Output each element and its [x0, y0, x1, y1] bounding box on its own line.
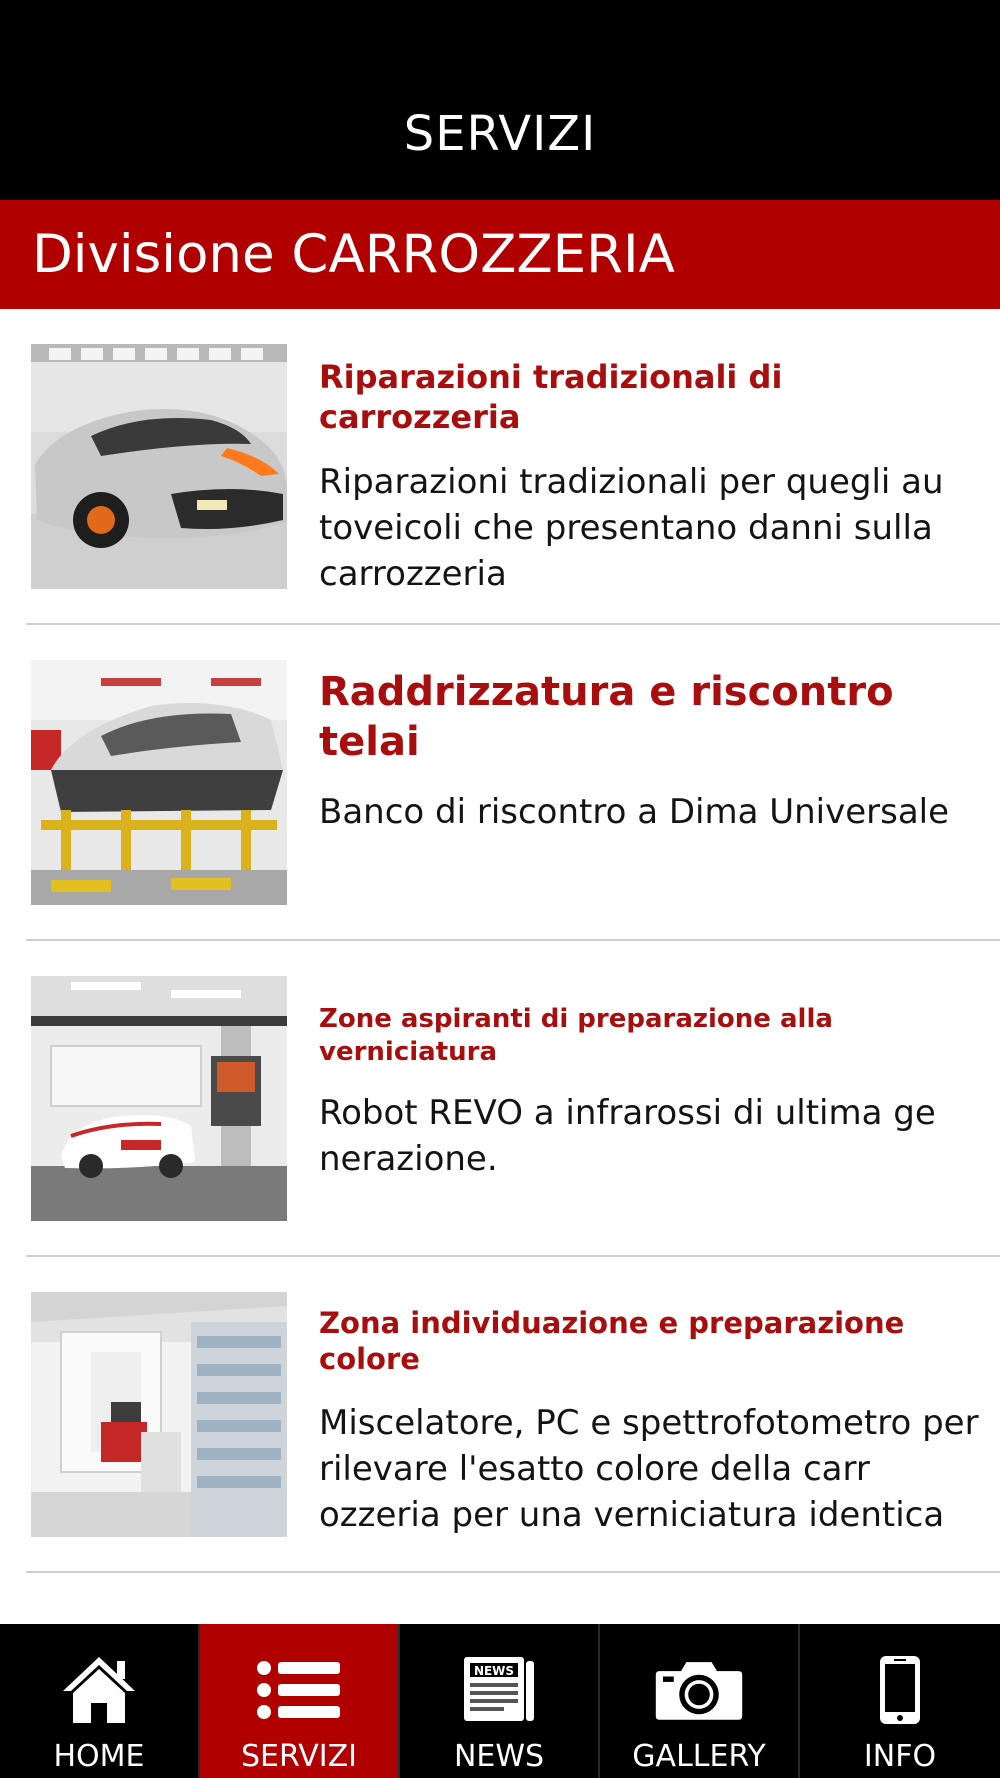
- paint-booth-image: [31, 976, 287, 1221]
- service-item-zone-aspiranti[interactable]: [0, 941, 1000, 1257]
- newspaper-icon: [454, 1650, 544, 1730]
- tab-home[interactable]: [0, 1624, 200, 1778]
- top-header: [0, 0, 1000, 200]
- tab-gallery[interactable]: [600, 1624, 800, 1778]
- tab-label: INFO: [863, 1739, 937, 1774]
- tab-news[interactable]: [400, 1624, 600, 1778]
- service-text: [319, 1305, 979, 1538]
- tab-label: GALLERY: [632, 1739, 766, 1774]
- phone-icon: [855, 1650, 945, 1730]
- page-title: SERVIZI: [403, 106, 597, 162]
- tab-servizi[interactable]: [200, 1624, 400, 1778]
- list-icon: [254, 1650, 344, 1730]
- service-title[interactable]: Raddrizzatura e riscontro telai: [319, 669, 894, 765]
- division-banner: [0, 200, 1000, 309]
- service-title[interactable]: Zona individuazione e preparazione colore: [319, 1306, 905, 1377]
- divider: [26, 1571, 1000, 1573]
- service-item-raddrizzatura[interactable]: [0, 625, 1000, 941]
- service-description: Banco di riscontro a Dima Universale: [319, 792, 950, 832]
- service-text: [319, 989, 979, 1182]
- division-title: Divisione CARROZZERIA: [32, 224, 675, 285]
- service-description: Miscelatore, PC e spettrofotometro per rilevare l'esatto colore della carr ozzeria per una verniciatura identica: [319, 1402, 979, 1535]
- tab-info[interactable]: [800, 1624, 1000, 1778]
- service-description: Robot REVO a infrarossi di ultima ge nerazione.: [319, 1093, 936, 1179]
- tab-label: NEWS: [453, 1739, 545, 1774]
- service-item-zona-colore[interactable]: [0, 1257, 1000, 1573]
- frame-bench-image: [31, 660, 287, 905]
- tab-label: SERVIZI: [241, 1739, 357, 1774]
- service-title[interactable]: Zone aspiranti di preparazione alla verniciatura: [319, 1004, 833, 1067]
- service-description: Riparazioni tradizionali per quegli au toveicoli che presentano danni sulla carrozzeria: [319, 462, 944, 594]
- service-image-sports-car: [31, 344, 287, 589]
- home-icon: [54, 1650, 144, 1730]
- service-list: [0, 309, 1000, 1573]
- service-image-frame-bench: [31, 660, 287, 905]
- service-title[interactable]: Riparazioni tradizionali di carrozzeria: [319, 358, 783, 436]
- service-item-riparazioni[interactable]: [0, 309, 1000, 625]
- service-image-color-room: [31, 1292, 287, 1537]
- sports-car-image: [31, 344, 287, 589]
- service-image-paint-booth: [31, 976, 287, 1221]
- service-text: [319, 669, 979, 835]
- service-text: [319, 357, 979, 597]
- tab-label: HOME: [53, 1739, 145, 1774]
- bottom-tab-bar: [0, 1624, 1000, 1778]
- camera-icon: [654, 1650, 744, 1730]
- svg-text:NEWS: NEWS: [473, 1664, 515, 1678]
- color-room-image: [31, 1292, 287, 1537]
